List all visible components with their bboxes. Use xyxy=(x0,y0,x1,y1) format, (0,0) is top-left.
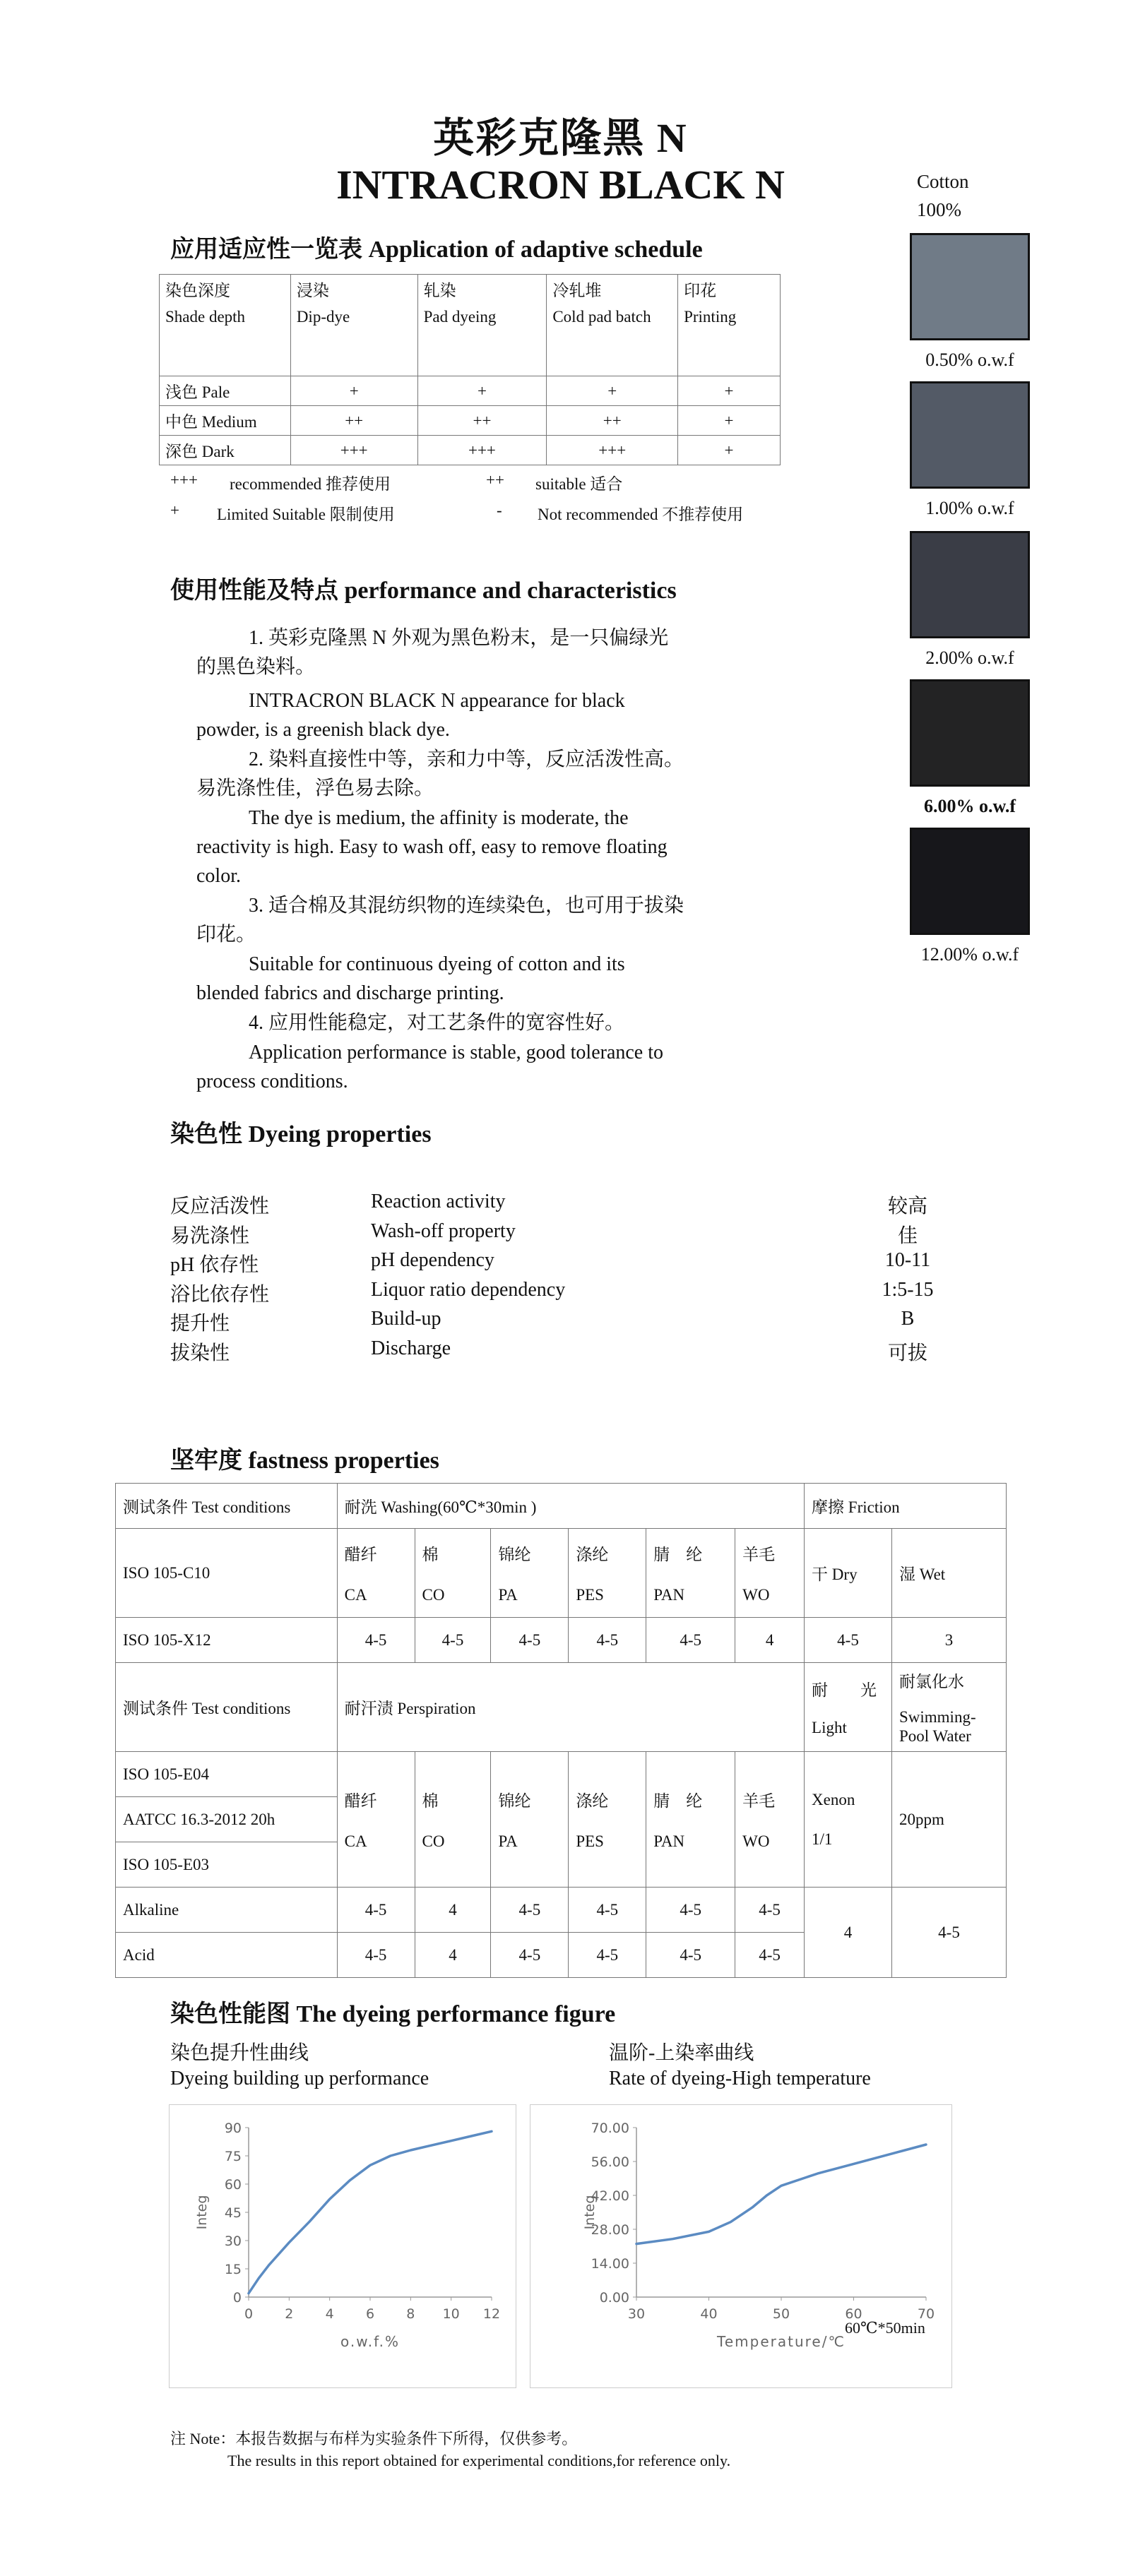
cell-fiber: 醋纤 CA xyxy=(337,1529,415,1618)
property-en: pH dependency xyxy=(371,1249,494,1271)
color-swatch xyxy=(910,828,1030,935)
legend-text: Limited Suitable 限制使用 xyxy=(217,506,395,523)
row-label: 浅色 Pale xyxy=(160,376,291,406)
property-cn: 反应活泼性 xyxy=(170,1195,270,1217)
x-tick-label: 6 xyxy=(365,2306,375,2322)
paragraph-line: 1. 英彩克隆黑 N 外观为黑色粉末，是一只偏绿光 xyxy=(249,627,669,649)
cell-pool-value: 4-5 xyxy=(891,1888,1006,1978)
cell-perspiration: 耐汗渍 Perspiration xyxy=(337,1663,804,1752)
legend-text: Not recommended 不推荐使用 xyxy=(538,506,744,523)
swatch-label: 12.00% o.w.f xyxy=(920,944,1019,965)
paragraph xyxy=(196,624,747,681)
series-line xyxy=(636,2145,926,2244)
y-axis-label: Integ xyxy=(194,2195,210,2230)
paragraph-line: Application performance is stable, good tolerance to xyxy=(249,1042,664,1063)
swatch-heading-percent: 100% xyxy=(917,199,961,220)
header-cell: 冷轧堆 Cold pad batch xyxy=(547,275,678,376)
cell-value: 4-5 xyxy=(646,1618,735,1663)
paragraph xyxy=(196,686,747,744)
cell: + xyxy=(547,376,678,406)
property-value: 1:5-15 xyxy=(882,1278,934,1301)
property-en: Liquor ratio dependency xyxy=(371,1278,566,1301)
cell: + xyxy=(678,376,781,406)
cell-fiber: 棉 CO xyxy=(415,1752,491,1888)
y-tick-label: 15 xyxy=(224,2262,242,2277)
table-row xyxy=(160,436,781,465)
cell-fiber: 羊毛 WO xyxy=(735,1529,805,1618)
cell-fiber: 涤纶 PES xyxy=(569,1752,646,1888)
paragraph xyxy=(196,1038,747,1096)
left-chart-title-en: Dyeing building up performance xyxy=(170,2068,429,2089)
property-en: Wash-off property xyxy=(371,1220,516,1242)
cell-fiber: 醋纤 CA xyxy=(337,1752,415,1888)
table-row xyxy=(116,1618,1007,1663)
property-cn: 提升性 xyxy=(170,1313,230,1335)
cell-value: 4-5 xyxy=(415,1618,491,1663)
fastness-heading: 坚牢度 fastness properties xyxy=(170,1448,439,1474)
swatch-label: 1.00% o.w.f xyxy=(925,498,1014,518)
color-swatch xyxy=(910,679,1030,787)
paragraph-line: 2. 染料直接性中等，亲和力中等，反应活泼性高。 xyxy=(249,749,684,770)
property-cn: 浴比依存性 xyxy=(170,1283,270,1306)
paragraph-line: 4. 应用性能稳定，对工艺条件的宽容性好。 xyxy=(249,1012,625,1034)
cell: + xyxy=(678,406,781,436)
cell-value: 4-5 xyxy=(646,1933,735,1978)
header-cell: 印花 Printing xyxy=(678,275,781,376)
cell-value: 4-5 xyxy=(491,1888,569,1933)
cell: ++ xyxy=(417,406,547,436)
cell-fiber: 锦纶 PA xyxy=(491,1529,569,1618)
cell-value: 4-5 xyxy=(569,1618,646,1663)
table-row xyxy=(116,1888,1007,1933)
x-tick-label: 4 xyxy=(325,2306,334,2322)
y-tick-label: 60 xyxy=(224,2177,242,2193)
dyeing-properties-heading: 染色性 Dyeing properties xyxy=(170,1121,432,1147)
cell-fiber: 腈 纶 PAN xyxy=(646,1529,735,1618)
color-swatch xyxy=(910,381,1030,489)
paragraph xyxy=(196,804,747,890)
property-value: 佳 xyxy=(897,1224,918,1247)
cell-pool-water: 耐氯化水 Swimming-Pool Water xyxy=(891,1663,1006,1752)
cell: + xyxy=(678,436,781,465)
cell-value: 4-5 xyxy=(337,1888,415,1933)
paragraph-line: 3. 适合棉及其混纺织物的连续染色，也可用于拔染 xyxy=(249,895,684,917)
series-line xyxy=(249,2131,492,2293)
y-tick-label: 0.00 xyxy=(599,2290,629,2306)
cell-value: 4-5 xyxy=(569,1888,646,1933)
cell-test-conditions: 测试条件 Test conditions xyxy=(116,1484,338,1529)
x-tick-label: 40 xyxy=(700,2306,718,2322)
property-en: Build-up xyxy=(371,1308,441,1330)
legend-symbol: + xyxy=(170,501,179,519)
row-label: 深色 Dark xyxy=(160,436,291,465)
property-value: B xyxy=(901,1308,915,1330)
footer-note-cn: 注 Note：本报告数据与布样为实验条件下所得，仅供参考。 xyxy=(170,2430,578,2447)
x-tick-label: 60 xyxy=(845,2306,862,2322)
property-value: 10-11 xyxy=(884,1249,931,1271)
cell-value: 3 xyxy=(891,1618,1006,1663)
swatch-label: 0.50% o.w.f xyxy=(925,350,1014,370)
y-tick-label: 90 xyxy=(224,2121,242,2136)
swatch-heading-fabric: Cotton xyxy=(917,171,969,192)
x-axis-label: o.w.f.% xyxy=(340,2333,401,2350)
legend-text: recommended 推荐使用 xyxy=(230,475,391,493)
cell-value: 4-5 xyxy=(805,1618,892,1663)
cell-fiber: 羊毛 WO xyxy=(735,1752,805,1888)
cell: + xyxy=(417,376,547,406)
paragraph xyxy=(196,891,747,949)
legend-symbol: ++ xyxy=(486,471,504,489)
cell-washing: 耐洗 Washing(60℃*30min ) xyxy=(337,1484,804,1529)
cell-value: 4-5 xyxy=(569,1933,646,1978)
cell-value: 4-5 xyxy=(735,1933,805,1978)
table-row xyxy=(160,376,781,406)
paragraph-line: color. xyxy=(196,865,241,887)
property-value: 较高 xyxy=(887,1195,927,1217)
footer-note-en: The results in this report obtained for experimental conditions,for reference only. xyxy=(227,2452,731,2469)
cell-iso-x12: ISO 105-X12 xyxy=(116,1618,338,1663)
paragraph-line: 的黑色染料。 xyxy=(196,656,316,678)
table-row xyxy=(116,1529,1007,1618)
adaptive-heading: 应用适应性一览表 Application of adaptive schedule xyxy=(170,237,703,263)
y-tick-label: 70.00 xyxy=(591,2121,629,2136)
cell-iso-e04: ISO 105-E04 xyxy=(116,1752,338,1797)
paragraph-line: 易洗涤性佳，浮色易去除。 xyxy=(196,777,434,799)
y-tick-label: 30 xyxy=(224,2234,242,2249)
y-tick-label: 75 xyxy=(224,2149,242,2164)
property-cn: 拔染性 xyxy=(170,1342,230,1364)
cell-value: 4 xyxy=(735,1618,805,1663)
cell-alkaline: Alkaline xyxy=(116,1888,338,1933)
cell-ppm: 20ppm xyxy=(891,1752,1006,1888)
paragraph-line: Suitable for continuous dyeing of cotton and its xyxy=(249,953,625,975)
x-tick-label: 8 xyxy=(406,2306,415,2322)
x-tick-label: 70 xyxy=(917,2306,935,2322)
chart-temperature xyxy=(530,2104,952,2388)
chart-build-up-svg xyxy=(170,2105,516,2387)
y-axis-label: Integ xyxy=(582,2195,598,2230)
y-tick-label: 14.00 xyxy=(591,2256,629,2272)
cell-friction: 摩擦 Friction xyxy=(805,1484,1007,1529)
cell-fiber: 腈 纶 PAN xyxy=(646,1752,735,1888)
fastness-table xyxy=(115,1483,1007,1978)
paragraph-line: reactivity is high. Easy to wash off, easy to remove floating xyxy=(196,836,668,858)
paragraph-line: 印花。 xyxy=(196,924,256,946)
x-tick-label: 50 xyxy=(772,2306,790,2322)
table-row xyxy=(116,1663,1007,1752)
y-tick-label: 42.00 xyxy=(591,2188,629,2204)
cell: +++ xyxy=(547,436,678,465)
cell-test-conditions: 测试条件 Test conditions xyxy=(116,1663,338,1752)
adaptive-table xyxy=(159,274,781,465)
x-tick-label: 10 xyxy=(442,2306,460,2322)
x-tick-label: 0 xyxy=(244,2306,254,2322)
paragraph xyxy=(196,1008,747,1037)
cell: ++ xyxy=(547,406,678,436)
paragraph-line: INTRACRON BLACK N appearance for black xyxy=(249,690,625,712)
y-tick-label: 28.00 xyxy=(591,2222,629,2238)
cell: +++ xyxy=(290,436,417,465)
paragraph-line: blended fabrics and discharge printing. xyxy=(196,982,504,1004)
y-tick-label: 56.00 xyxy=(591,2154,629,2170)
header-cell: 染色深度 Shade depth xyxy=(160,275,291,376)
title-chinese: 英彩克隆黑 N xyxy=(433,115,688,161)
cell-xenon: Xenon 1/1 xyxy=(805,1752,892,1888)
cell-value: 4-5 xyxy=(491,1933,569,1978)
temperature-condition-note: 60℃*50min xyxy=(845,2319,925,2337)
cell-value: 4-5 xyxy=(646,1888,735,1933)
color-swatch xyxy=(910,233,1030,340)
legend-text: suitable 适合 xyxy=(535,475,623,493)
property-cn: 易洗涤性 xyxy=(170,1224,250,1247)
cell-fiber: 涤纶 PES xyxy=(569,1529,646,1618)
cell-fiber: 棉 CO xyxy=(415,1529,491,1618)
right-chart-title-cn: 温阶-上染率曲线 xyxy=(609,2042,754,2064)
cell-value: 4-5 xyxy=(735,1888,805,1933)
cell-value: 4-5 xyxy=(337,1618,415,1663)
cell-iso-e03: ISO 105-E03 xyxy=(116,1842,338,1888)
table-row xyxy=(160,406,781,436)
y-tick-label: 45 xyxy=(224,2205,242,2221)
cell-value: 4-5 xyxy=(337,1933,415,1978)
row-label: 中色 Medium xyxy=(160,406,291,436)
paragraph xyxy=(196,745,747,803)
cell-light-value: 4 xyxy=(805,1888,892,1978)
color-swatch xyxy=(910,531,1030,638)
left-chart-title-cn: 染色提升性曲线 xyxy=(170,2042,309,2064)
property-en: Discharge xyxy=(371,1337,451,1359)
legend-symbol: - xyxy=(497,501,502,519)
swatch-label: 2.00% o.w.f xyxy=(925,648,1014,668)
right-chart-title-en: Rate of dyeing-High temperature xyxy=(609,2068,871,2089)
x-axis-label: Temperature/℃ xyxy=(717,2333,846,2350)
cell-value: 4 xyxy=(415,1888,491,1933)
property-en: Reaction activity xyxy=(371,1191,506,1212)
table-row xyxy=(116,1484,1007,1529)
legend-symbol: +++ xyxy=(170,471,198,489)
cell: ++ xyxy=(290,406,417,436)
cell-acid: Acid xyxy=(116,1933,338,1978)
swatch-label: 6.00% o.w.f xyxy=(924,796,1016,816)
performance-heading: 使用性能及特点 performance and characteristics xyxy=(170,578,677,604)
paragraph-line: powder, is a greenish black dye. xyxy=(196,719,450,741)
cell-aatcc: AATCC 16.3-2012 20h xyxy=(116,1797,338,1842)
property-value: 可拔 xyxy=(887,1342,927,1364)
cell-light: 耐 光 Light xyxy=(805,1663,892,1752)
cell-dry: 干 Dry xyxy=(805,1529,892,1618)
figure-heading: 染色性能图 The dyeing performance figure xyxy=(170,2001,616,2027)
chart-build-up xyxy=(169,2104,516,2388)
y-tick-label: 0 xyxy=(232,2290,242,2306)
table-row xyxy=(116,1752,1007,1797)
property-cn: pH 依存性 xyxy=(170,1254,259,1276)
cell-value: 4-5 xyxy=(491,1618,569,1663)
title-english: INTRACRON BLACK N xyxy=(336,162,785,208)
cell-fiber: 锦纶 PA xyxy=(491,1752,569,1888)
cell: + xyxy=(290,376,417,406)
paragraph-line: process conditions. xyxy=(196,1071,348,1092)
x-tick-label: 30 xyxy=(627,2306,646,2322)
cell-wet: 湿 Wet xyxy=(891,1529,1006,1618)
cell-value: 4 xyxy=(415,1933,491,1978)
chart-temperature-svg xyxy=(530,2105,951,2387)
header-cell: 轧染 Pad dyeing xyxy=(417,275,547,376)
cell: +++ xyxy=(417,436,547,465)
paragraph-line: The dye is medium, the affinity is moderate, the xyxy=(249,807,629,829)
x-tick-label: 2 xyxy=(285,2306,294,2322)
header-cell: 浸染 Dip-dye xyxy=(290,275,417,376)
paragraph xyxy=(196,950,747,1008)
adaptive-header-row xyxy=(160,275,781,376)
x-tick-label: 12 xyxy=(482,2306,501,2322)
cell-iso-c10: ISO 105-C10 xyxy=(116,1529,338,1618)
